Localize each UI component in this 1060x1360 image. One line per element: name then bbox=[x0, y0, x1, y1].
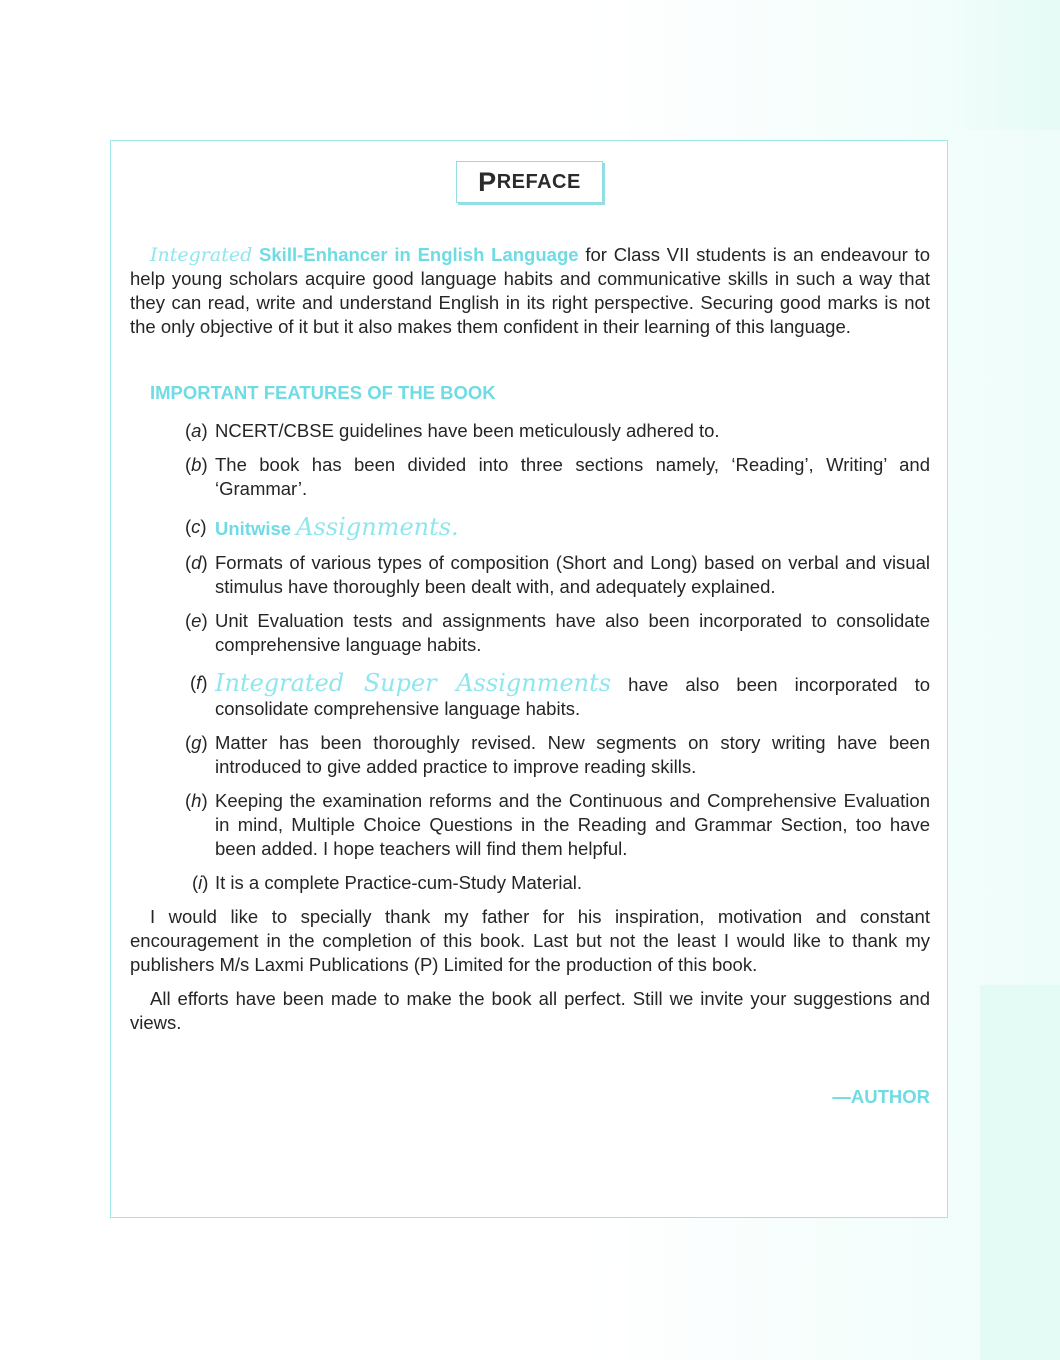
feature-item bbox=[130, 515, 930, 541]
feature-label: (d) bbox=[185, 552, 208, 573]
features-list bbox=[130, 419, 930, 895]
feature-label: (f) bbox=[190, 672, 208, 693]
feature-item bbox=[130, 789, 930, 861]
intro-book-title: Skill-Enhancer in English Language bbox=[259, 244, 579, 265]
feature-label: (b) bbox=[185, 454, 208, 475]
feature-label: (h) bbox=[185, 790, 208, 811]
feature-text: Matter has been thoroughly revised. New segments on story writing have been introduced to give added practice to improve reading skills. bbox=[215, 732, 930, 777]
feature-text: Formats of various types of composition (Short and Long) based on verbal and visual stimulus have thoroughly been dealt with, and adequately explained. bbox=[215, 552, 930, 597]
feature-item bbox=[130, 871, 930, 895]
closing-paragraph: All efforts have been made to make the book all perfect. Still we invite your suggestions and views. bbox=[130, 988, 930, 1033]
page-tint-bottom bbox=[980, 985, 1060, 1360]
page-tint-top bbox=[940, 0, 1060, 130]
feature-item bbox=[130, 453, 930, 501]
feature-script-text: Assignments. bbox=[296, 513, 459, 541]
feature-item bbox=[130, 731, 930, 779]
feature-text: The book has been divided into three sections namely, ‘Reading’, Writing’ and ‘Grammar’. bbox=[215, 454, 930, 499]
thanks-paragraph: I would like to specially thank my father for his inspiration, motivation and constant encouragement in the completion of this book. Last but not the least I would like to thank my publishers M/s Laxmi Publications (P) Limited for the production of this book. bbox=[130, 906, 930, 975]
feature-label: (a) bbox=[185, 420, 208, 441]
intro-script-word: Integrated bbox=[150, 244, 253, 266]
title-rest: REFACE bbox=[496, 170, 581, 193]
page-title bbox=[456, 161, 603, 203]
feature-label: (e) bbox=[185, 610, 208, 631]
author-signature: —AUTHOR bbox=[832, 1086, 930, 1107]
intro-text: for Class VII students is an endeavour to help young scholars acquire good language habits and communicative skills in such a way that they can read, write and understand English in its right perspective. Securing good marks is not the only objective of it but it also makes them confident in their learning of this language. bbox=[130, 244, 931, 337]
feature-item bbox=[130, 419, 930, 443]
feature-label: (c) bbox=[185, 516, 207, 537]
feature-item bbox=[130, 551, 930, 599]
feature-bold-text: Unitwise bbox=[215, 518, 292, 539]
feature-text: have also been incorporated to consolidate comprehensive language habits. bbox=[215, 674, 930, 719]
feature-item bbox=[130, 671, 930, 721]
feature-text: Keeping the examination reforms and the Continuous and Comprehensive Evaluation in mind, Multiple Choice Questions in the Reading and Grammar Section, too have been added. I hope teachers will find them helpful. bbox=[215, 790, 930, 859]
features-heading: IMPORTANT FEATURES OF THE BOOK bbox=[150, 382, 496, 403]
feature-text: Unit Evaluation tests and assignments have also been incorporated to consolidate comprehensive language habits. bbox=[215, 610, 930, 655]
feature-label: (g) bbox=[185, 732, 208, 753]
feature-text: It is a complete Practice-cum-Study Material. bbox=[215, 872, 583, 893]
intro-paragraph bbox=[130, 243, 930, 339]
feature-label: (i) bbox=[192, 872, 209, 893]
preface-body bbox=[130, 243, 930, 1109]
title-first-letter: P bbox=[478, 166, 497, 197]
feature-script-text: Integrated Super Assignments bbox=[215, 669, 612, 697]
feature-item bbox=[130, 609, 930, 657]
feature-text: NCERT/CBSE guidelines have been meticulously adhered to. bbox=[215, 420, 720, 441]
